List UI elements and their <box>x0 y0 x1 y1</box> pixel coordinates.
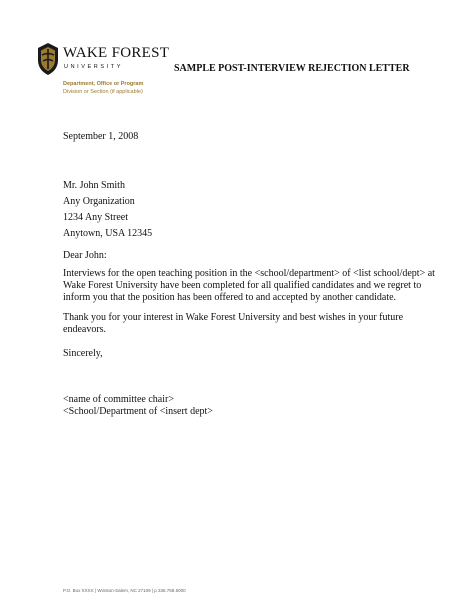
recipient-address <box>63 180 443 244</box>
signature-line: <School/Department of <insert dept> <box>63 406 213 417</box>
letter-title: SAMPLE POST-INTERVIEW REJECTION LETTER <box>174 63 410 74</box>
letter-date: September 1, 2008 <box>63 131 139 142</box>
brand-name: WAKE FOREST <box>63 45 170 61</box>
wake-forest-shield-icon <box>36 42 60 76</box>
greeting: Dear John: <box>63 250 107 261</box>
address-line: Anytown, USA 12345 <box>63 228 153 239</box>
address-line: Any Organization <box>63 196 135 207</box>
signature-line: <name of committee chair> <box>63 394 174 405</box>
address-line: Mr. John Smith <box>63 180 125 191</box>
paragraph-thanks: Thank you for your interest in Wake Forest University and best wishes in your future endeavors. <box>63 312 404 335</box>
department-line: Department, Office or Program <box>63 81 144 87</box>
brand-subtitle: UNIVERSITY <box>64 64 124 70</box>
division-line: Division or Section (if applicable) <box>63 89 143 95</box>
address-line: 1234 Any Street <box>63 212 128 223</box>
signature-block <box>63 394 443 418</box>
footer-contact: P.O. Box XXXX | Winston-Salem, NC 27109 | p 336.758.5000 <box>63 588 186 593</box>
paragraph-body: Interviews for the open teaching position in the <school/department> of <list school/dept> at Wake Forest University have been completed for all qualified candidates and we regret to inform you that the position has been offered to and accepted by another candidate. <box>63 268 435 303</box>
closing: Sincerely, <box>63 348 103 359</box>
